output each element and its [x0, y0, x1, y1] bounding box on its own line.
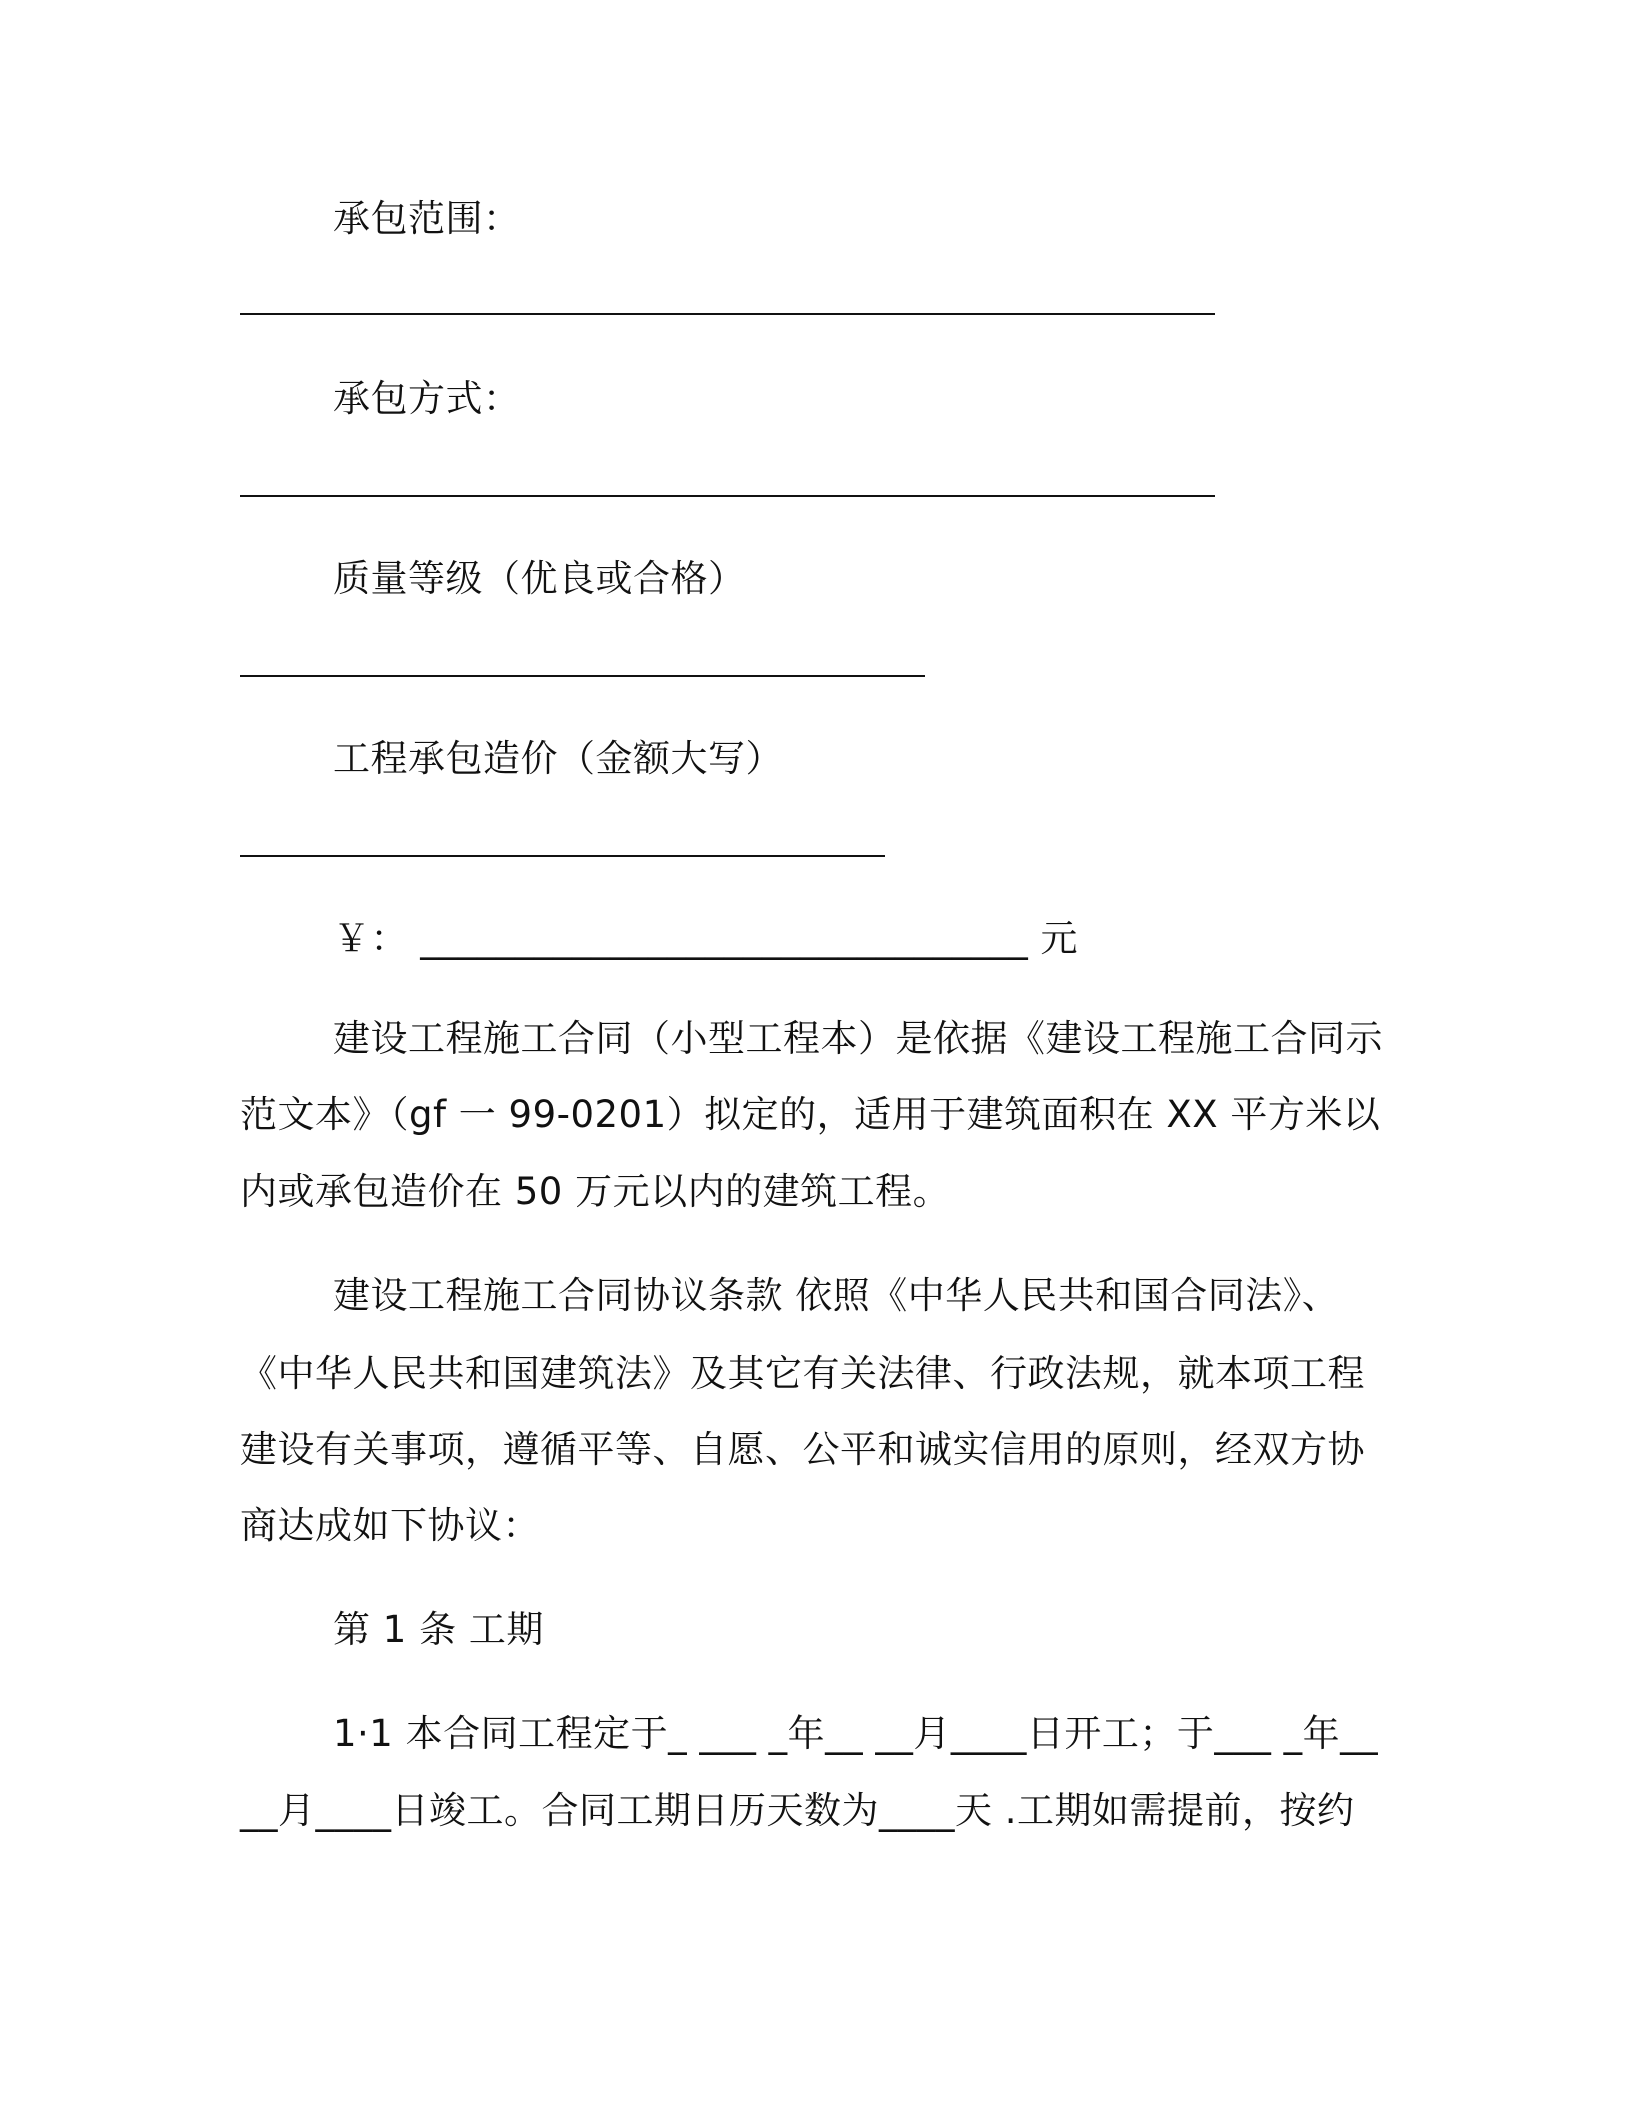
- intro-line-1: 建设工程施工合同（小型工程本）是依据《建设工程施工合同示: [333, 1017, 1383, 1060]
- intro-line-3: 内或承包造价在 50 万元以内的建筑工程。: [240, 1170, 951, 1213]
- article-1-line-1: 1·1 本合同工程定于_ ___ _年__ __月____日开工；于___ _年__: [333, 1712, 1379, 1755]
- yuan-blank: ________________________________: [420, 917, 1029, 960]
- scope-label: 承包范围：: [333, 197, 521, 240]
- yuan-amount-line: [333, 915, 1078, 963]
- agreement-line-3: 建设有关事项，遵循平等、自愿、公平和诚实信用的原则，经双方协: [240, 1428, 1365, 1471]
- price-blank-line: [240, 855, 885, 857]
- method-label: 承包方式：: [333, 377, 521, 420]
- price-label: 工程承包造价（金额大写）: [333, 737, 783, 780]
- agreement-line-2: 《中华人民共和国建筑法》及其它有关法律、行政法规，就本项工程: [240, 1352, 1365, 1395]
- quality-blank-line: [240, 675, 925, 677]
- intro-line-2: 范文本》（gf 一 99-0201）拟定的，适用于建筑面积在 XX 平方米以: [240, 1093, 1381, 1136]
- article-1-heading: 第 1 条 工期: [333, 1608, 544, 1651]
- method-blank-line: [240, 495, 1215, 497]
- quality-label: 质量等级（优良或合格）: [333, 557, 746, 600]
- yuan-suffix: 元: [1040, 917, 1079, 960]
- scope-blank-line: [240, 313, 1215, 315]
- article-1-line-2: __月____日竣工。合同工期日历天数为____天 .工期如需提前，按约: [240, 1789, 1355, 1832]
- agreement-line-1: 建设工程施工合同协议条款 依照《中华人民共和国合同法》、: [333, 1274, 1340, 1317]
- agreement-line-4: 商达成如下协议：: [240, 1504, 540, 1547]
- yuan-prefix: ￥：: [333, 917, 408, 960]
